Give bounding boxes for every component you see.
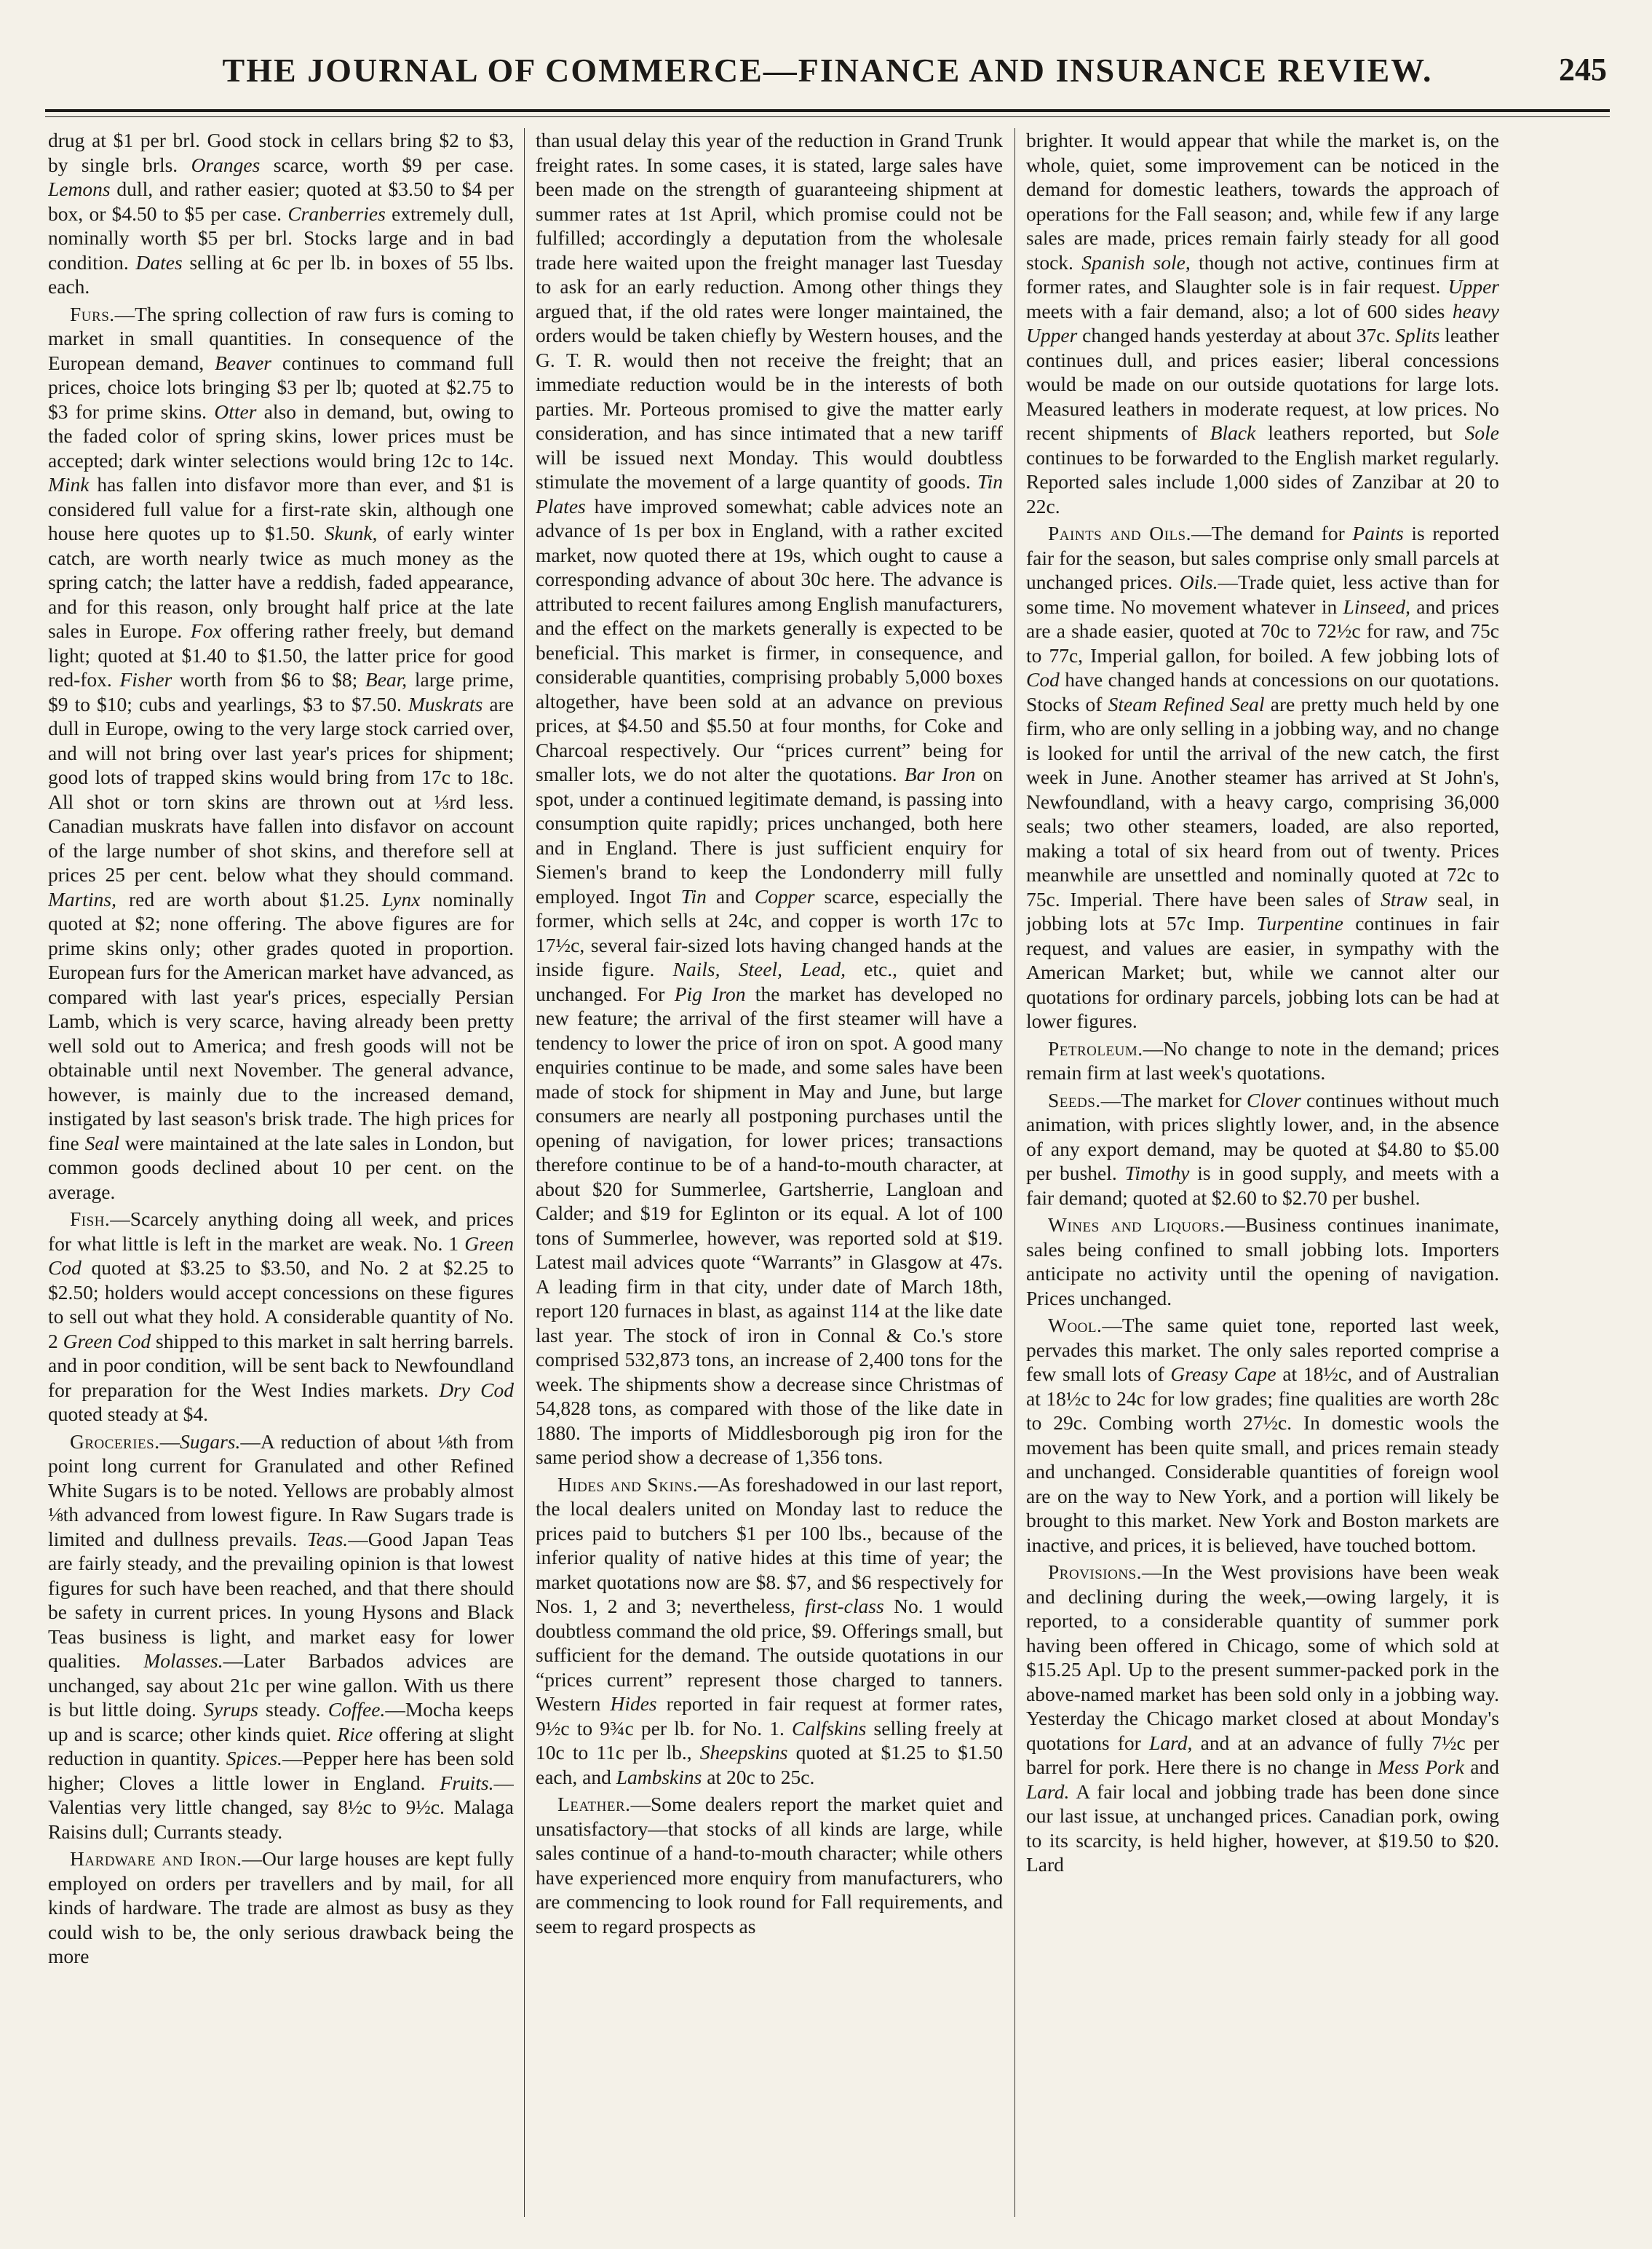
commodity-name: Lambskins — [616, 1765, 702, 1788]
commodity-name: Dates — [135, 250, 183, 274]
commodity-name: Fruits. — [440, 1771, 494, 1794]
report-text: —A reduction of about ⅛th from point long current for Granulated and other Refined White Sugars is to be noted. Yellows are probably almost ⅛th advanced from lowest figure. In Raw Sugars trade is limited and dullness prevails. — [48, 1429, 514, 1550]
report-text: meets with a fair demand, also; a lot of 600 sides — [1026, 299, 1453, 322]
header-rule-thin — [45, 116, 1610, 117]
report-text: continues without much animation, with prices slightly lower, and, in the absence of any export demand, may be quoted at $4.80 to $5.00 per bushel. — [1026, 1088, 1499, 1184]
report-text: —Business continues inanimate, sales being confined to small jobbing lots. Importers anticipate no activity until the opening of navigation. Prices unchanged. — [1026, 1213, 1499, 1309]
commodity-name: Bar Iron — [904, 763, 976, 785]
report-text: —The same quiet tone, reported last week, pervades this market. The only sales reported comprise a few small lots of — [1026, 1314, 1499, 1385]
section-heading: Wool. — [1048, 1314, 1103, 1336]
column-divider — [524, 128, 525, 2217]
report-text: A fair local and jobbing trade has been done since our last issue, at unchanged prices. Canadian pork, owing to its scarcity, is held higher, however, at $19.50 to $20. Lard — [1026, 1780, 1499, 1876]
commodity-name: Hides — [610, 1692, 657, 1715]
report-text: brighter. It would appear that while the market is, on the whole, quiet, some improvement can be noticed in the demand for domestic leathers, towards the approach of operations for the Fall season; and, while few if any large sales are made, prices remain fairly steady for all good stock. — [1026, 129, 1499, 274]
commodity-name: Lard, — [1149, 1731, 1193, 1754]
commodity-name: Green Cod — [48, 1231, 514, 1279]
commodity-name: Clover — [1246, 1088, 1301, 1111]
commodity-name: Otter — [214, 400, 257, 423]
commodity-name: heavy Upper — [1026, 299, 1499, 346]
market-report-paragraph — [1026, 521, 1499, 1034]
report-text: —Our large houses are kept fully employed on orders per travellers and by mail, for all kinds of hardware. The trade are almost as busy as they could wish to be, the only serious drawback being the more — [48, 1847, 514, 1967]
report-text: has fallen into disfavor more than ever, and $1 is considered full value for a first-rate skin, although one house here quotes up to $1.50. — [48, 473, 514, 544]
commodity-name: Green Cod — [63, 1329, 151, 1352]
report-text: though not active, continues firm at former rates, and Slaughter sole is in fair request. — [1026, 250, 1499, 298]
page-number: 245 — [1559, 52, 1607, 87]
report-text: worth from $6 to $8; — [172, 668, 365, 691]
commodity-name: Spices. — [226, 1747, 282, 1769]
commodity-name: Coffee. — [327, 1698, 386, 1721]
report-text: continues to be forwarded to the English market regularly. Reported sales include 1,000 sides of Zanzibar at 20 to 22c. — [1026, 445, 1499, 517]
report-text: at 18½c, and of Australian at 18½c to 24c for low grades; fine qualities are worth 28c to 29c. Combing worth 27½c. In domestic wools the movement has been quite small, and prices remain steady and unchanged. Considerable quantities of foreign wool are on the way to New York, and a portion will likely be brought to this market. New York and Boston markets are inactive, and prices, it is believed, have touched bottom. — [1026, 1363, 1499, 1556]
commodity-name: Splits — [1395, 324, 1440, 346]
section-heading: Groceries. — [70, 1429, 160, 1453]
report-text: —The market for — [1100, 1088, 1247, 1111]
commodity-name: Syrups — [204, 1698, 258, 1721]
continued-paragraph — [1026, 128, 1499, 518]
commodity-name: Skunk, — [324, 522, 378, 544]
report-text: and at an advance of fully 7½c per barrel for pork. Here there is no change in — [1026, 1731, 1499, 1778]
commodity-name: Paints — [1352, 522, 1404, 544]
report-text: on spot, under a continued legitimate demand, is passing into consumption quite rapidly; prices unchanged, both here and in England. There is just sufficient enquiry for Siemen's brand to keep the Londonderry mill fully employed. Ingot — [536, 763, 1003, 908]
header-rule-thick — [45, 109, 1610, 112]
commodity-name: Tin Plates — [536, 470, 1003, 517]
report-text: —Pepper here has been sold higher; Cloves a little lower in England. — [48, 1747, 514, 1794]
commodity-name: Dry Cod — [439, 1378, 514, 1401]
report-text: seal, in jobbing lots at 57c Imp. — [1026, 887, 1499, 935]
report-text: have improved somewhat; cable advices note an advance of 1s per box in England, with a rather excited market, now quoted there at 19s, which ought to cause a corresponding advance of about 30c here. The advance is attributed to recent failures among English manufacturers, and the effect on the markets generally is expected to be beneficial. This market is firmer, in consequence, and considerable quantities, comprising probably 5,000 boxes altogether, have been sold at an advance on previous prices, at $4.50 and $5.50 at four months, for Coke and Charcoal respectively. Our “prices current” being for smaller lots, we do not alter the quotations. — [536, 494, 1003, 785]
commodity-name: Muskrats — [408, 692, 483, 715]
commodity-name: Timothy — [1124, 1162, 1190, 1184]
report-text: are pretty much held by one firm, who are only selling in a jobbing way, and no change is looked for until the arrival of the new catch, the first week in June. Another steamer has arrived at St John's, Newfoundland, with a heavy cargo, comprising 36,000 seals; two other steamers, loaded, are also reported, making a total of six heard from out of twenty. Prices meanwhile are unsettled and nominally quoted at 72c to 75c. Imperial. There have been sales of — [1026, 692, 1499, 911]
market-report-paragraph — [1026, 1088, 1499, 1210]
commodity-name: Fisher — [119, 668, 172, 691]
commodity-name: Upper — [1448, 275, 1499, 298]
report-text: quoted at $3.25 to $3.50, and No. 2 at $2.25 to $2.50; holders would accept concessions on these figures to sell out what they hold. A considerable quantity of No. 2 — [48, 1256, 514, 1352]
section-heading: Wines and Liquors. — [1048, 1213, 1226, 1236]
report-text: etc., quiet and unchanged. For — [536, 958, 1003, 1005]
page-header — [45, 45, 1610, 96]
report-text: selling freely at 10c to 11c per lb., — [536, 1716, 1003, 1764]
report-text: quoted steady at $4. — [48, 1403, 208, 1425]
commodity-name: Greasy Cape — [1170, 1363, 1276, 1385]
commodity-name: Beaver — [215, 351, 271, 374]
report-text: —Good Japan Teas are fairly steady, and the prevailing opinion is that lowest figures for such have been reached, and that there should be safety in current prices. In young Hysons and Black Teas business is light, and market easy for lower qualities. — [48, 1527, 514, 1672]
report-text: —Valentias very little changed, say 8½c to 9½c. Malaga Raisins dull; Currants steady. — [48, 1771, 514, 1843]
report-text: extremely dull, nominally worth $5 per brl. Stocks large and in bad condition. — [48, 202, 514, 274]
report-text: —The demand for — [1191, 522, 1353, 544]
continued-paragraph — [48, 128, 514, 299]
commodity-name: Teas. — [306, 1527, 349, 1550]
market-report-paragraph — [1026, 1036, 1499, 1085]
report-text: dull, and rather easier; quoted at $3.50 to $4 per box, or $4.50 to $5 per case. — [48, 178, 514, 225]
column-divider — [1014, 128, 1015, 2217]
commodity-name: Cranberries — [287, 202, 386, 225]
commodity-name: Mess Pork — [1378, 1756, 1464, 1778]
commodity-name: Bear, — [365, 668, 408, 691]
report-text: is in good supply, and meets with a fair demand; quoted at $2.60 to $2.70 per bushel. — [1026, 1162, 1499, 1209]
section-heading: Hides and Skins. — [557, 1472, 698, 1496]
report-text: continues in fair request, and values are easier, in sympathy with the American Market; but, while we cannot alter our quotations for ordinary parcels, jobbing lots can be had at lower figures. — [1026, 912, 1499, 1032]
column-1 — [48, 128, 514, 2217]
commodity-name: Sheepskins — [699, 1741, 788, 1764]
report-text: offering at slight reduction in quantity. — [48, 1722, 514, 1769]
market-report-paragraph — [536, 1472, 1003, 1790]
column-2 — [536, 128, 1003, 2217]
report-text: —The spring collection of raw furs is coming to market in small quantities. In consequence of the European demand, — [48, 302, 514, 374]
commodity-name: Straw — [1381, 887, 1428, 911]
commodity-name: Nails, Steel, Lead, — [672, 958, 846, 980]
commodity-name: Molasses. — [143, 1649, 223, 1672]
report-text: steady. — [258, 1698, 328, 1721]
market-report-paragraph — [536, 1792, 1003, 1938]
report-text: and — [706, 884, 755, 908]
commodity-name: Turpentine — [1256, 912, 1343, 935]
commodity-name: Black — [1210, 421, 1256, 444]
commodity-name: Fox — [190, 619, 222, 642]
report-text: — — [159, 1429, 180, 1453]
section-heading: Seeds. — [1048, 1088, 1101, 1111]
column-3 — [1026, 128, 1499, 2217]
section-heading: Paints and Oils. — [1048, 522, 1191, 544]
commodity-name: Seal — [84, 1131, 119, 1154]
commodity-name: Linseed, — [1343, 595, 1410, 618]
market-report-paragraph — [1026, 1560, 1499, 1877]
report-text: than usual delay this year of the reduction in Grand Trunk freight rates. In some cases, it is stated, large sales have been made on the strength of guaranteeing shipment at summer rates at 1st April, which promise could not be fulfilled; accordingly a deputation from the wholesale trade here waited upon the freight manager last Tuesday to ask for an early reduction. Among other things they argued that, if the old rates were longer maintained, the orders would be taken chiefly by Western houses, and the G. T. R. would then not receive the freight; that an immediate reduction would be in the interests of both parties. Mr. Porteous promised to give the matter early consideration, and has since intimated that a new tariff will be issued next Monday. This would doubtless stimulate the movement of a large quantity of goods. — [536, 129, 1003, 493]
commodity-name: Spanish sole, — [1081, 250, 1191, 274]
report-text: is reported fair for the season, but sales comprise only small parcels at unchanged prices. — [1026, 522, 1499, 593]
market-report-paragraph — [1026, 1213, 1499, 1310]
commodity-name: Martins, — [48, 887, 116, 911]
section-heading: Petroleum. — [1048, 1036, 1143, 1060]
commodity-name: Lemons — [48, 178, 111, 200]
report-text: —As foreshadowed in our last report, the local dealers united on Monday last to reduce the prices paid to butchers $1 per 100 lbs., because of the inferior quality of native hides at this time of year; the market quotations now are $8. $7, and $6 respectively for Nos. 1, 2 and 3; nevertheless, — [536, 1472, 1003, 1617]
report-text: continues to command full prices, choice lots bringing $3 per lb; quoted at $2.75 to $3 for prime skins. — [48, 351, 514, 423]
report-text: shipped to this market in salt herring barrels. and in poor condition, will be sent back to Newfoundland for preparation for the West Indies markets. — [48, 1329, 514, 1401]
running-title: THE JOURNAL OF COMMERCE—FINANCE AND INSURANCE REVIEW. — [222, 52, 1433, 89]
report-text: nominally quoted at $2; none offering. The above figures are for prime skins only; other grades quoted in proportion. European furs for the American market have advanced, as compared with last year's prices, especially Persian Lamb, which is very scarce, having already been pretty well sold out to America; and fresh goods will not be obtainable until next November. The general advance, however, is mainly due to the increased demand, instigated by last season's brisk trade. The high prices for fine — [48, 887, 514, 1154]
section-heading: Fish. — [70, 1207, 111, 1230]
commodity-name: first-class — [805, 1595, 884, 1617]
report-text: scarce, worth $9 per case. — [260, 153, 514, 176]
report-text: are dull in Europe, owing to the very large stock carried over, and will not bring over last year's prices for shipment; good lots of trapped skins would bring from 17c to 18c. All shot or torn skins are thrown out at ⅓rd less. Canadian muskrats have fallen into disfavor on account of the large number of shot skins, and therefore sell at prices 25 per cent. below what they should command. — [48, 692, 514, 886]
report-text: large prime, $9 to $10; cubs and yearlings, $3 to $7.50. — [48, 668, 514, 715]
section-heading: Leather. — [557, 1793, 631, 1815]
report-text: and prices are a shade easier, quoted at 70c to 72½c for raw, and 75c to 77c, Imperial gallon, for boiled. A few jobbing lots of — [1026, 595, 1499, 667]
report-text: —Trade quiet, less active than for some time. No movement whatever in — [1026, 571, 1499, 618]
report-text: —Some dealers report the market quiet and unsatisfactory—that stocks of all kinds are large, while sales continue of a hand-to-mouth character; while others have experienced more enquiry from manufacturers, who are commencing to look round for Fall requirements, and seem to regard prospects as — [536, 1793, 1003, 1937]
commodity-name: Steam Refined Seal — [1108, 692, 1265, 715]
commodity-name: Oranges — [191, 153, 261, 176]
report-text: reported in fair request at former rates, 9½c to 9¾c per lb. for No. 1. — [536, 1692, 1003, 1740]
report-text: red are worth about $1.25. — [116, 887, 382, 911]
report-text: scarce, especially the former, which sells at 24c, and copper is worth 17c to 17½c, several fair-sized lots having changed hands at the inside figure. — [536, 884, 1003, 980]
report-text: were maintained at the late sales in London, but common goods declined about 10 per cent. on the average. — [48, 1131, 514, 1203]
report-text: also in demand, but, owing to the faded color of spring skins, lower prices must be accepted; dark winter selections would bring 12c to 14c. — [48, 400, 514, 472]
report-text: —Scarcely anything doing all week, and prices for what little is left in the market are weak. No. 1 — [48, 1207, 514, 1255]
commodity-name: Copper — [754, 884, 815, 908]
report-text: —Later Barbados advices are unchanged, say about 21c per wine gallon. With us there is but little doing. — [48, 1649, 514, 1721]
commodity-name: Pig Iron — [674, 982, 746, 1005]
report-text: No. 1 would doubtless command the old price, $9. Offerings small, but sufficient for the demand. The outside quotations in our “prices current” represent those charged to tanners. Western — [536, 1595, 1003, 1715]
report-text: drug at $1 per brl. Good stock in cellars bring $2 to $3, by single brls. — [48, 129, 514, 176]
report-text: leathers reported, but — [1255, 421, 1465, 444]
continued-paragraph — [536, 128, 1003, 1469]
commodity-name: Sugars. — [180, 1429, 241, 1453]
commodity-name: Tin — [680, 884, 707, 908]
section-heading: Hardware and Iron. — [70, 1847, 242, 1870]
commodity-name: Calfskins — [792, 1716, 867, 1740]
report-text: —Mocha keeps up and is scarce; other kinds quiet. — [48, 1698, 514, 1745]
commodity-name: Sole — [1464, 421, 1499, 444]
report-text: quoted at $1.25 to $1.50 each, and — [536, 1741, 1003, 1788]
market-report-paragraph — [48, 302, 514, 1205]
commodity-name: Mink — [48, 473, 90, 496]
market-report-paragraph — [48, 1207, 514, 1427]
commodity-name: Rice — [337, 1722, 373, 1745]
report-text: the market has developed no new feature; the arrival of the first steamer will have a tendency to lower the price of iron on spot. A good many enquiries continue to be made, and some sales have been made of stock for shipment in May and June, but large consumers are nearly all postponing purchases until the opening of navigation, for lower prices; transactions therefore continue to be of a hand-to-mouth character, at about $20 for Summerlee, Gartsherrie, Langloan and Calder; and $19 for Eglinton or its equal. A lot of 100 tons of Summerlee, however, was reported sold at $19. Latest mail advices quote “Warrants” in Glasgow at 47s. A leading firm in that city, under date of March 18th, report 120 furnaces in blast, as against 114 at the like date last year. The stock of iron in Connal & Co.'s store comprised 532,873 tons, an increase of 2,400 tons for the week. The shipments show a decrease since Christmas of 54,828 tons, as compared with those of the like date in 1880. The imports of Middlesborough pig iron for the same period show a decrease of 1,356 tons. — [536, 982, 1003, 1468]
section-heading: Provisions. — [1048, 1560, 1143, 1583]
commodity-name: Lynx — [381, 887, 421, 911]
commodity-name: Oils. — [1179, 571, 1218, 593]
report-text: —No change to note in the demand; prices remain firm at last week's quotations. — [1026, 1036, 1499, 1084]
report-text: changed hands yesterday at about 37c. — [1077, 324, 1396, 346]
report-text: offering rather freely, but demand light; quoted at $1.40 to $1.50, the latter price for good red-fox. — [48, 619, 514, 691]
market-report-paragraph — [48, 1429, 514, 1844]
commodity-name: Cod — [1026, 668, 1060, 691]
section-heading: Furs. — [70, 302, 115, 325]
report-text: leather continues dull, and prices easier; liberal concessions would be made on our outside quotations for large lots. Measured leathers in moderate request, at low prices. No recent shipments of — [1026, 324, 1499, 444]
report-text: have changed hands at concessions on our quotations. Stocks of — [1026, 668, 1499, 715]
report-text: of early winter catch, are worth nearly twice as much money as the spring catch; the latter have a reddish, faded appearance, and for this reason, only brought half price at the late sales in Europe. — [48, 522, 514, 642]
report-text: —In the West provisions have been weak and declining during the week,—owing largely, it is reported, to a considerable quantity of summer pork having been offered in Chicago, some of which sold at $15.25 Apl. Up to the present summer-packed pork in the above-named market has been sold only in a jobbing way. Yesterday the Chicago market closed at about Monday's quotations for — [1026, 1560, 1499, 1754]
market-report-paragraph — [48, 1847, 514, 1969]
report-text: at 20c to 25c. — [702, 1765, 815, 1788]
commodity-name: Lard. — [1026, 1780, 1070, 1803]
report-text: selling at 6c per lb. in boxes of 55 lbs. each. — [48, 250, 514, 298]
report-text: and — [1464, 1756, 1499, 1778]
market-report-paragraph — [1026, 1313, 1499, 1557]
